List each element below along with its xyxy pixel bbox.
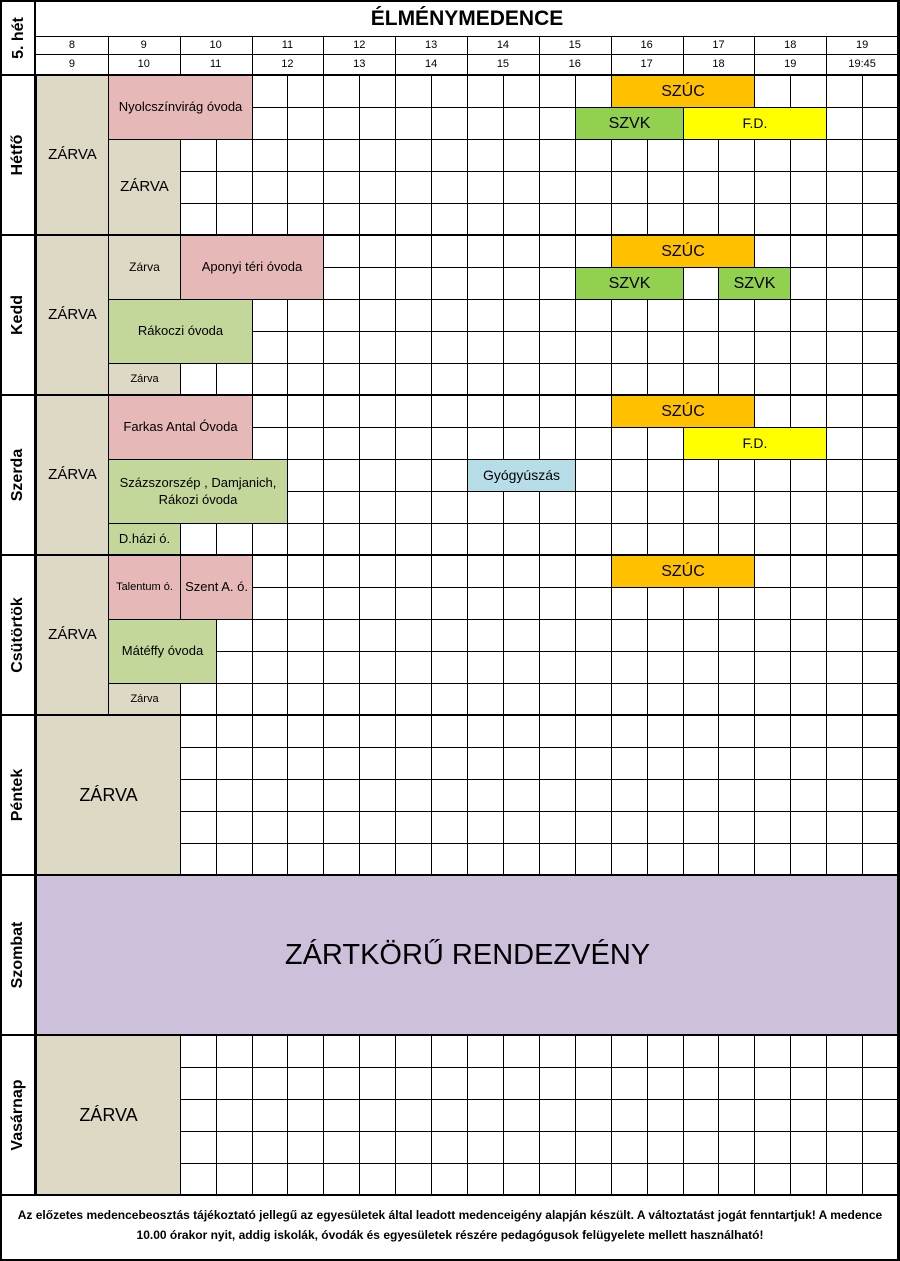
hour-to-label: 19 xyxy=(784,58,797,70)
day-label: Péntek xyxy=(9,768,26,822)
schedule-block: ZÁRVA xyxy=(108,139,181,236)
schedule-block: ZÁRVA xyxy=(36,1035,181,1196)
grid-col-line xyxy=(252,715,253,875)
grid-col-line xyxy=(611,1035,612,1195)
grid-col-line xyxy=(287,555,288,715)
day-divider xyxy=(0,234,900,236)
header-col-line xyxy=(826,36,827,74)
header-col-line xyxy=(754,36,755,74)
schedule-block: Rákoczi óvoda xyxy=(108,299,253,364)
grid-col-line xyxy=(431,75,432,235)
grid-col-line xyxy=(862,1035,863,1195)
grid-col-line xyxy=(287,1035,288,1195)
header-col-line xyxy=(323,36,324,74)
grid-col-line xyxy=(790,555,791,715)
hour-to-label: 12 xyxy=(281,58,294,70)
hour-to-label: 10 xyxy=(137,58,150,70)
grid-col-line xyxy=(359,75,360,235)
grid-col-line xyxy=(826,1035,827,1195)
grid-col-line xyxy=(826,235,827,395)
grid-col-line xyxy=(503,555,504,715)
hour-from-label: 12 xyxy=(353,39,366,51)
hour-to-label: 9 xyxy=(68,58,75,70)
grid-col-line xyxy=(359,715,360,875)
grid-col-line xyxy=(395,555,396,715)
grid-col-line xyxy=(790,1035,791,1195)
schedule-block: ZÁRVA xyxy=(36,75,109,236)
hour-from-label: 18 xyxy=(784,39,797,51)
grid-col-line xyxy=(826,395,827,555)
hour-from-label: 8 xyxy=(68,39,75,51)
grid-col-line xyxy=(718,715,719,875)
schedule-block: Zárva xyxy=(108,235,181,300)
schedule-block: SZVK xyxy=(575,267,684,300)
hour-to-label: 11 xyxy=(209,58,222,70)
day-label: Hétfő xyxy=(9,134,26,176)
grid-col-line xyxy=(539,715,540,875)
schedule-block: F.D. xyxy=(683,107,827,140)
schedule-block: Farkas Antal Óvoda xyxy=(108,395,253,460)
day-label: Kedd xyxy=(9,295,26,335)
grid-col-line xyxy=(395,715,396,875)
grid-col-line xyxy=(790,235,791,395)
grid-col-line xyxy=(359,235,360,395)
day-label: Vasárnap xyxy=(9,1079,26,1151)
label-column-divider xyxy=(34,0,36,1195)
grid-col-line xyxy=(862,395,863,555)
grid-col-line xyxy=(467,715,468,875)
grid-col-line xyxy=(539,75,540,235)
header-col-line xyxy=(539,36,540,74)
grid-col-line xyxy=(790,395,791,555)
grid-col-line xyxy=(862,555,863,715)
grid-col-line xyxy=(683,715,684,875)
hour-to-label: 19:45 xyxy=(848,58,876,70)
schedule-block: SZÚC xyxy=(611,555,755,588)
grid-col-line xyxy=(503,75,504,235)
grid-col-line xyxy=(359,555,360,715)
schedule-block: D.házi ó. xyxy=(108,523,181,556)
grid-col-line xyxy=(395,1035,396,1195)
grid-col-line xyxy=(467,235,468,395)
grid-col-line xyxy=(467,1035,468,1195)
header-col-line xyxy=(395,36,396,74)
day-divider xyxy=(0,394,900,396)
hour-to-label: 18 xyxy=(712,58,725,70)
grid-col-line xyxy=(754,715,755,875)
grid-col-line xyxy=(575,1035,576,1195)
hour-from-label: 11 xyxy=(281,39,294,51)
hour-to-label: 17 xyxy=(640,58,653,70)
grid-col-line xyxy=(323,1035,324,1195)
grid-col-line xyxy=(826,555,827,715)
grid-col-line xyxy=(539,1035,540,1195)
grid-col-line xyxy=(647,1035,648,1195)
grid-col-line xyxy=(575,715,576,875)
hour-from-label: 10 xyxy=(209,39,222,51)
header-col-line xyxy=(467,36,468,74)
hour-to-label: 16 xyxy=(568,58,581,70)
grid-col-line xyxy=(467,75,468,235)
schedule-block: SZÚC xyxy=(611,395,755,428)
grid-col-line xyxy=(431,555,432,715)
grid-col-line xyxy=(575,75,576,235)
hour-to-label: 14 xyxy=(424,58,438,70)
hour-from-label: 9 xyxy=(140,39,147,51)
grid-col-line xyxy=(467,555,468,715)
grid-col-line xyxy=(503,1035,504,1195)
grid-col-line xyxy=(575,235,576,395)
day-divider xyxy=(0,1034,900,1036)
grid-col-line xyxy=(862,235,863,395)
schedule-block: ZÁRVA xyxy=(36,235,109,396)
hour-from-label: 14 xyxy=(496,39,510,51)
grid-col-line xyxy=(323,715,324,875)
grid-col-line xyxy=(431,235,432,395)
day-divider xyxy=(0,74,900,76)
hour-to-label: 13 xyxy=(353,58,366,70)
schedule-block: Szent A. ó. xyxy=(180,555,253,620)
header-col-line xyxy=(611,36,612,74)
grid-col-line xyxy=(575,555,576,715)
grid-col-line xyxy=(790,715,791,875)
schedule-block: Zárva xyxy=(108,363,181,396)
schedule-block: Aponyi téri óvoda xyxy=(180,235,324,300)
grid-col-line xyxy=(790,75,791,235)
schedule-block: Zárva xyxy=(108,683,181,716)
grid-col-line xyxy=(359,1035,360,1195)
hour-to-label: 15 xyxy=(496,58,510,70)
title-underline xyxy=(36,36,898,37)
page-title: ÉLMÉNYMEDENCE xyxy=(370,7,564,30)
hour-from-label: 16 xyxy=(640,39,653,51)
grid-col-line xyxy=(539,235,540,395)
schedule-block: Mátéffy óvoda xyxy=(108,619,217,684)
grid-col-line xyxy=(395,395,396,555)
grid-col-line xyxy=(503,715,504,875)
grid-col-line xyxy=(754,1035,755,1195)
schedule-block: SZVK xyxy=(575,107,684,140)
grid-col-line xyxy=(539,555,540,715)
grid-col-line xyxy=(431,715,432,875)
grid-col-line xyxy=(611,715,612,875)
grid-col-line xyxy=(323,555,324,715)
grid-col-line xyxy=(718,1035,719,1195)
grid-col-line xyxy=(826,715,827,875)
hour-from-label: 15 xyxy=(568,39,581,51)
hour-from-label: 13 xyxy=(424,39,438,51)
frame-top xyxy=(0,0,900,2)
header-col-line xyxy=(108,36,109,74)
schedule-block: Talentum ó. xyxy=(108,555,181,620)
header-col-line xyxy=(683,36,684,74)
header-col-line xyxy=(180,36,181,74)
grid-col-line xyxy=(252,1035,253,1195)
grid-col-line xyxy=(647,715,648,875)
schedule-block: ZÁRVA xyxy=(36,555,109,716)
schedule-block: Nyolcszínvirág óvoda xyxy=(108,75,253,140)
header-col-line xyxy=(252,36,253,74)
grid-col-line xyxy=(503,235,504,395)
day-divider xyxy=(0,554,900,556)
grid-col-line xyxy=(862,715,863,875)
grid-col-line xyxy=(395,75,396,235)
hour-from-label: 17 xyxy=(712,39,725,51)
week-label: 5. hét xyxy=(10,17,27,59)
schedule-block: ZÁRTKÖRŰ RENDEZVÉNY xyxy=(36,875,899,1036)
day-divider xyxy=(0,1194,900,1196)
schedule-block: F.D. xyxy=(683,427,827,460)
hour-from-label: 19 xyxy=(856,39,869,51)
day-divider xyxy=(0,714,900,716)
schedule-block: SZÚC xyxy=(611,235,755,268)
day-label: Szerda xyxy=(9,448,26,502)
grid-col-line xyxy=(359,395,360,555)
grid-col-line xyxy=(287,715,288,875)
grid-col-line xyxy=(287,75,288,235)
day-divider xyxy=(0,874,900,876)
day-label: Szombat xyxy=(9,921,26,989)
grid-col-line xyxy=(862,75,863,235)
grid-col-line xyxy=(216,715,217,875)
schedule-block: ZÁRVA xyxy=(36,715,181,876)
day-label: Csütörtök xyxy=(9,597,26,673)
footer-notice: Az előzetes medencebeosztás tájékoztató jellegű az egyesületek által leadott medenceigény alapján készült. A változtatást jogát fenntartjuk! A medence 10.00 órakor nyit, addig iskolák, óvodák és egyesületek részére pedagógusok felügyelete mellett használható! xyxy=(17,1208,883,1242)
schedule-block: ZÁRVA xyxy=(36,395,109,556)
schedule-block: Gyógyúszás xyxy=(467,459,576,492)
schedule-block: SZVK xyxy=(718,267,791,300)
grid-col-line xyxy=(431,1035,432,1195)
schedule-block: Százszorszép , Damjanich, Rákozi óvoda xyxy=(108,459,288,524)
frame-left xyxy=(0,0,2,1261)
grid-col-line xyxy=(431,395,432,555)
grid-col-line xyxy=(683,1035,684,1195)
grid-col-line xyxy=(216,1035,217,1195)
grid-col-line xyxy=(395,235,396,395)
grid-col-line xyxy=(323,75,324,235)
grid-col-line xyxy=(826,75,827,235)
grid-col-line xyxy=(323,395,324,555)
schedule-block: SZÚC xyxy=(611,75,755,108)
